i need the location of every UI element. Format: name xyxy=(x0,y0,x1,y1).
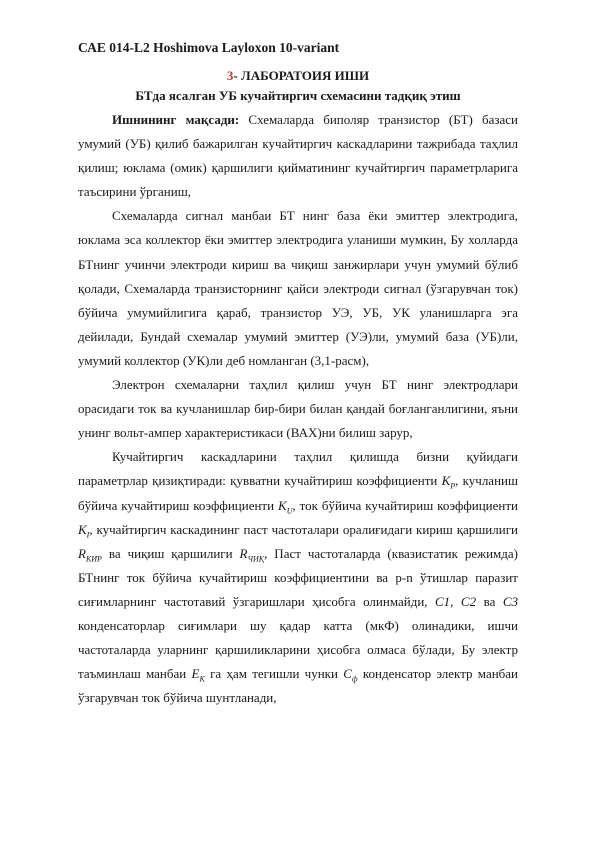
document-header: САЕ 014-L2 Hoshimova Layloxon 10-variant xyxy=(78,40,340,55)
lab-subtitle: БТда ясалган УБ кучайтиргич схемасини тадқиқ этиш xyxy=(135,88,461,103)
paragraph-connections: Схемаларда сигнал манбаи БТ нинг база ёки эмиттер электродига, юклама эса коллектор ёки эмиттер электродига уланиши мумкин, Бу холларда БТнинг учинчи электроди кириш ва чиқиш занжирлари учун умумий бўлиб қолади, Схемаларда транзисторнинг қайси электроди сигнал (ўзгарувчан ток) бўйича умумийлигига қараб, транзистор УЭ, УБ, УК уланишларга эга дейилади, Бундай схемалар умумий эмиттер (УЭ)ли, умумий база (УБ)ли, умумий коллектор (УК)ли деб номланган (3,1-расм), xyxy=(78,208,518,368)
paragraph-vax: Электрон схемаларни таҳлил қилиш учун БТ нинг электродлари орасидаги ток ва кучланишлар бир-бири билан қандай боғланганлигини, яъни унинг вольт-ампер характеристикаси (ВАХ)ни билиш зарур, xyxy=(78,377,518,441)
paragraph-parameters: Кучайтиргич каскадларини таҳлил қилишда бизни қуйидаги параметрлар қизиқтиради: қувватни кучайтириш коэффициенти $K_P$, кучланиш бўйича кучайтириш коэффициенти $K_U$, ток бўйича кучайтириш коэффициенти $K_I$, кучайтиргич каскадининг паст частоталари оралиғидаги кириш қаршилиги $R_{КИР}$ ва чиқиш қаршилиги $R_{ЧИҚ}$, Паст частоталарда (квазистатик режимда) БТнинг ток бўйича кучайтириш коэффициентини ва p-n ўтишлар паразит сиғимларнинг частотавий ўзгаришлари ҳисобга олинмайди, С1, С2 ва С3 конденсаторлар сиғимлари шу қадар катта (мкФ) олинадики, ишчи частоталарда уларнинг қаршиликларини ҳисобга олмаса бўлади, Бу электр таъминлаш манбаи $E_K$ га ҳам тегишли чунки $C_ф$ конденсатор электр манбаи ўзгарувчан ток бўйича шунтланади, xyxy=(78,449,519,706)
lab-number: 3 xyxy=(226,68,234,83)
lab-title xyxy=(0,68,596,84)
paragraph-goal: Ишнининг мақсади: Схемаларда биполяр транзистор (БТ) базаси умумий (УБ) қилиб бажарилган кучайтиргич каскадларини тажрибада таҳлил қилиш; юклама (омик) қаршилиги қийматининг кучайтиргич параметрларига таъсирини ўрганиш, xyxy=(78,112,519,200)
lab-title-text: - ЛАБОРАТОИЯ ИШИ xyxy=(233,68,370,83)
goal-label: Ишнининг мақсади: xyxy=(112,112,240,127)
document-body xyxy=(78,108,518,710)
